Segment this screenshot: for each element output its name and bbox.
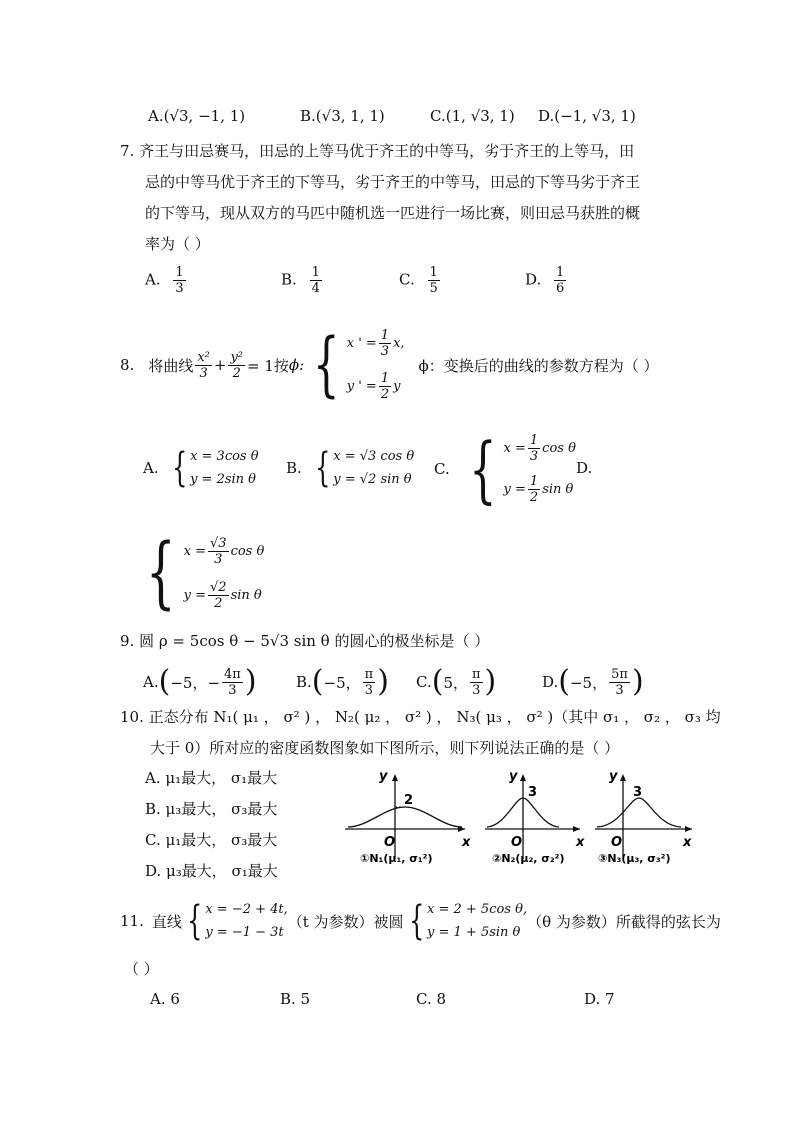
equation-system <box>136 528 265 618</box>
left-paren: ( <box>431 664 444 699</box>
system-row-1 <box>347 329 405 358</box>
transform-system <box>304 323 405 405</box>
q10-line-1: 10. 正态分布 N₁( μ₁ ， σ² ) ， N₂( μ₂ ， σ² ) ， N₃( μ₃ ， σ² )（其中 σ₁ ， σ₂ ， σ₃ 均 <box>120 708 721 726</box>
left-paren: ( <box>311 664 324 699</box>
q7-line-1: 7. 齐王与田忌赛马，田忌的上等马优于齐王的中等马，劣于齐王的上等马，田 <box>120 142 635 160</box>
fraction <box>470 668 483 697</box>
row-text: x = <box>183 543 206 559</box>
denominator: 5 <box>429 281 438 296</box>
left-brace: { <box>171 445 187 491</box>
question-number: 8. <box>120 356 135 374</box>
x-label: x <box>462 835 471 850</box>
equation-system <box>167 445 259 491</box>
peak-label: 3 <box>528 785 538 800</box>
denominator: 3 <box>364 682 374 698</box>
equation-system <box>310 445 415 491</box>
stem-text: （θ 为参数）所截得的弦长为 <box>527 912 721 931</box>
normal-density-graphs <box>340 764 700 874</box>
right-paren: ) <box>244 664 257 699</box>
q11-option-a: A. 6 <box>150 990 180 1008</box>
graph-3 <box>595 769 692 865</box>
q6-option-c: C.(1, √3, 1) <box>430 107 515 125</box>
right-paren: ) <box>484 664 497 699</box>
row-text: sin θ <box>230 587 262 603</box>
q10-option-a: A. μ₁最大， σ₁最大 <box>145 769 278 787</box>
peak-label: 2 <box>404 793 414 808</box>
fraction <box>379 329 391 358</box>
numerator: √3 <box>210 535 227 551</box>
fraction <box>208 581 229 610</box>
row-text: y <box>393 379 401 394</box>
stem-text: 直线 <box>151 912 182 931</box>
system-row-1: x = 3cos θ <box>190 449 259 464</box>
denominator: 2 <box>529 490 539 505</box>
system-rows <box>205 901 287 941</box>
option-label: C. <box>399 270 415 289</box>
q11-option-d: D. 7 <box>584 990 615 1008</box>
q10-option-d: D. μ₃最大， σ₁最大 <box>145 862 278 880</box>
fraction <box>428 266 440 295</box>
equals-text: = 1按 <box>247 356 289 375</box>
y-label: y <box>509 769 518 784</box>
system-rows <box>504 433 576 505</box>
system-row-2: y = −1 − 3t <box>205 925 284 940</box>
system-rows <box>427 901 527 941</box>
denominator: 2 <box>232 365 241 381</box>
numerator: 1 <box>429 265 438 280</box>
q8-option-c <box>434 428 576 510</box>
q7-option-a <box>145 266 188 295</box>
row-text: x, <box>393 336 405 351</box>
fraction <box>228 351 245 380</box>
q10-option-b: B. μ₃最大， σ₃最大 <box>145 800 278 818</box>
system-row-1: x = √3 cos θ <box>333 449 415 464</box>
system-rows <box>184 534 265 612</box>
row-text: cos θ <box>230 543 265 559</box>
stem-text: 将曲线 <box>148 356 194 375</box>
q6-option-d: D.(−1, √3, 1) <box>538 107 636 125</box>
option-label: D. <box>542 673 559 691</box>
fraction <box>363 668 376 697</box>
numerator: 1 <box>380 371 390 386</box>
numerator: 1 <box>529 474 539 489</box>
y-label: y <box>379 769 388 784</box>
row-text: x ' = <box>346 336 377 351</box>
q7-line-4: 率为（ ） <box>145 235 210 253</box>
left-brace: { <box>145 528 176 618</box>
row-text: y = <box>503 482 526 497</box>
option-text: −5， <box>323 673 361 692</box>
numerator: 1 <box>380 328 390 343</box>
system-row-1 <box>184 537 265 566</box>
q9-option-d <box>542 660 644 704</box>
x-axis-arrow <box>573 826 580 832</box>
q7-option-b <box>281 266 324 295</box>
option-label: A. <box>145 270 161 289</box>
q8-option-d <box>136 528 264 618</box>
fraction <box>379 372 391 401</box>
denominator: 3 <box>199 365 208 381</box>
right-paren: ) <box>631 664 644 699</box>
y-axis-arrow <box>520 774 526 781</box>
denominator: 3 <box>615 682 624 698</box>
numerator: π <box>471 666 481 682</box>
system-row-1: x = 2 + 5cos θ, <box>427 902 528 917</box>
q11-option-c: C. 8 <box>416 990 447 1008</box>
graph-caption: ③N₃(μ₃, σ₃²) <box>598 852 671 865</box>
q9-stem: 9. 圆 ρ = 5cos θ − 5√3 sin θ 的圆心的极坐标是（ ） <box>120 632 490 650</box>
line-system <box>182 898 288 944</box>
left-brace: { <box>313 323 340 405</box>
q11-stem <box>120 896 721 946</box>
option-text: 5， <box>443 673 468 692</box>
x-label: x <box>576 835 585 850</box>
y-axis-arrow <box>392 774 398 781</box>
x-axis-arrow <box>685 826 692 832</box>
row-text: y = <box>183 587 207 603</box>
stem-text: （t 为参数）被圆 <box>287 912 404 931</box>
origin-label: O <box>511 835 523 850</box>
fraction <box>609 668 630 697</box>
q7-option-d <box>525 266 568 295</box>
option-label: B. <box>286 459 302 477</box>
denominator: 6 <box>556 281 565 296</box>
system-row-2: y = 1 + 5sin θ <box>427 925 521 940</box>
denominator: 2 <box>380 387 390 402</box>
q11-answer-paren: （ ） <box>124 960 159 978</box>
density-curve <box>597 798 681 827</box>
numerator: 1 <box>311 265 320 280</box>
left-paren: ( <box>158 664 171 699</box>
system-rows <box>333 448 414 488</box>
denominator: 3 <box>472 682 481 698</box>
numerator: y² <box>230 349 244 365</box>
q7-option-c <box>399 266 442 295</box>
y-axis-arrow <box>620 774 626 781</box>
left-brace: { <box>408 898 424 944</box>
q7-line-2: 忌的中等马优于齐王的下等马，劣于齐王的中等马，田忌的下等马劣于齐王 <box>145 173 641 191</box>
system-rows <box>190 448 259 488</box>
phi-symbol: ϕ: <box>288 356 305 374</box>
numerator: 1 <box>175 265 184 280</box>
origin-label: O <box>384 835 396 850</box>
q9-option-c <box>416 660 496 704</box>
system-row-2 <box>347 372 405 401</box>
q8-option-a <box>143 442 259 494</box>
left-paren: ( <box>558 664 570 699</box>
q6-option-b: B.(√3, 1, 1) <box>300 107 385 125</box>
q9-option-b <box>296 660 389 704</box>
option-label: B. <box>296 673 312 691</box>
left-brace: { <box>186 898 203 944</box>
stem-text: ϕ：变换后的曲线的参数方程为（ ） <box>418 356 659 375</box>
q6-option-a: A.(√3, −1, 1) <box>148 107 246 125</box>
fraction <box>554 266 566 295</box>
numerator: π <box>364 666 374 682</box>
row-text: x = <box>503 441 526 456</box>
row-text: sin θ <box>542 482 574 497</box>
system-row-2 <box>184 581 265 610</box>
option-label: C. <box>434 460 450 478</box>
origin-label: O <box>611 835 623 850</box>
denominator: 3 <box>380 344 390 359</box>
fraction <box>173 266 185 295</box>
q8-option-b <box>286 442 414 494</box>
numerator: 1 <box>529 433 539 448</box>
equation-system <box>460 427 576 511</box>
denominator: 3 <box>175 281 184 296</box>
fraction <box>222 668 243 697</box>
q10-option-c: C. μ₁最大， σ₃最大 <box>145 831 278 849</box>
y-label: y <box>609 769 618 784</box>
denominator: 3 <box>228 682 237 698</box>
graph-2 <box>485 769 585 865</box>
system-row-1: x = −2 + 4t, <box>205 902 288 917</box>
graph-1 <box>345 769 471 865</box>
fraction <box>208 537 229 566</box>
fraction <box>195 351 212 380</box>
option-label: C. <box>416 673 432 691</box>
denominator: 2 <box>214 595 223 611</box>
system-row-2 <box>504 475 576 504</box>
numerator: x² <box>197 349 210 365</box>
fraction <box>310 266 322 295</box>
fraction <box>528 475 540 504</box>
option-label: A. <box>143 673 159 691</box>
option-text: −5，− <box>170 673 221 692</box>
density-curve <box>348 807 462 827</box>
numerator: √2 <box>210 579 227 595</box>
option-label: D. <box>525 270 542 289</box>
plus-sign: + <box>213 356 227 374</box>
x-label: x <box>683 835 692 850</box>
left-brace: { <box>468 427 497 511</box>
right-paren: ) <box>377 664 389 699</box>
q9-option-a <box>143 660 257 704</box>
option-text: −5， <box>569 673 608 692</box>
denominator: 3 <box>529 449 539 464</box>
q10-line-2: 大于 0）所对应的密度函数图象如下图所示，则下列说法正确的是（ ） <box>150 739 620 757</box>
q8-stem <box>120 325 659 405</box>
fraction <box>528 434 540 463</box>
question-number: 11. <box>120 912 144 930</box>
system-row-2: y = √2 sin θ <box>333 472 412 487</box>
numerator: 5π <box>611 666 628 682</box>
graph-caption: ②N₂(μ₂, σ₂²) <box>492 852 565 865</box>
system-row-1 <box>504 434 576 463</box>
circle-system <box>404 898 528 944</box>
numerator: 4π <box>224 666 241 682</box>
peak-label: 3 <box>633 785 643 800</box>
row-text: cos θ <box>542 441 576 456</box>
row-text: y ' = <box>346 379 377 394</box>
left-brace: { <box>314 445 331 491</box>
option-label: A. <box>143 459 159 477</box>
q8-option-d-label: D. <box>576 459 593 477</box>
graph-caption: ①N₁(μ₁, σ₁²) <box>360 852 433 865</box>
denominator: 3 <box>214 551 223 567</box>
q7-line-3: 的下等马，现从双方的马匹中随机选一匹进行一场比赛，则田忌马获胜的概 <box>145 204 641 222</box>
option-label: B. <box>281 270 297 289</box>
denominator: 4 <box>311 281 320 296</box>
system-row-2: y = 2sin θ <box>190 472 256 487</box>
numerator: 1 <box>556 265 565 280</box>
q11-option-b: B. 5 <box>280 990 311 1008</box>
system-rows <box>347 329 405 401</box>
